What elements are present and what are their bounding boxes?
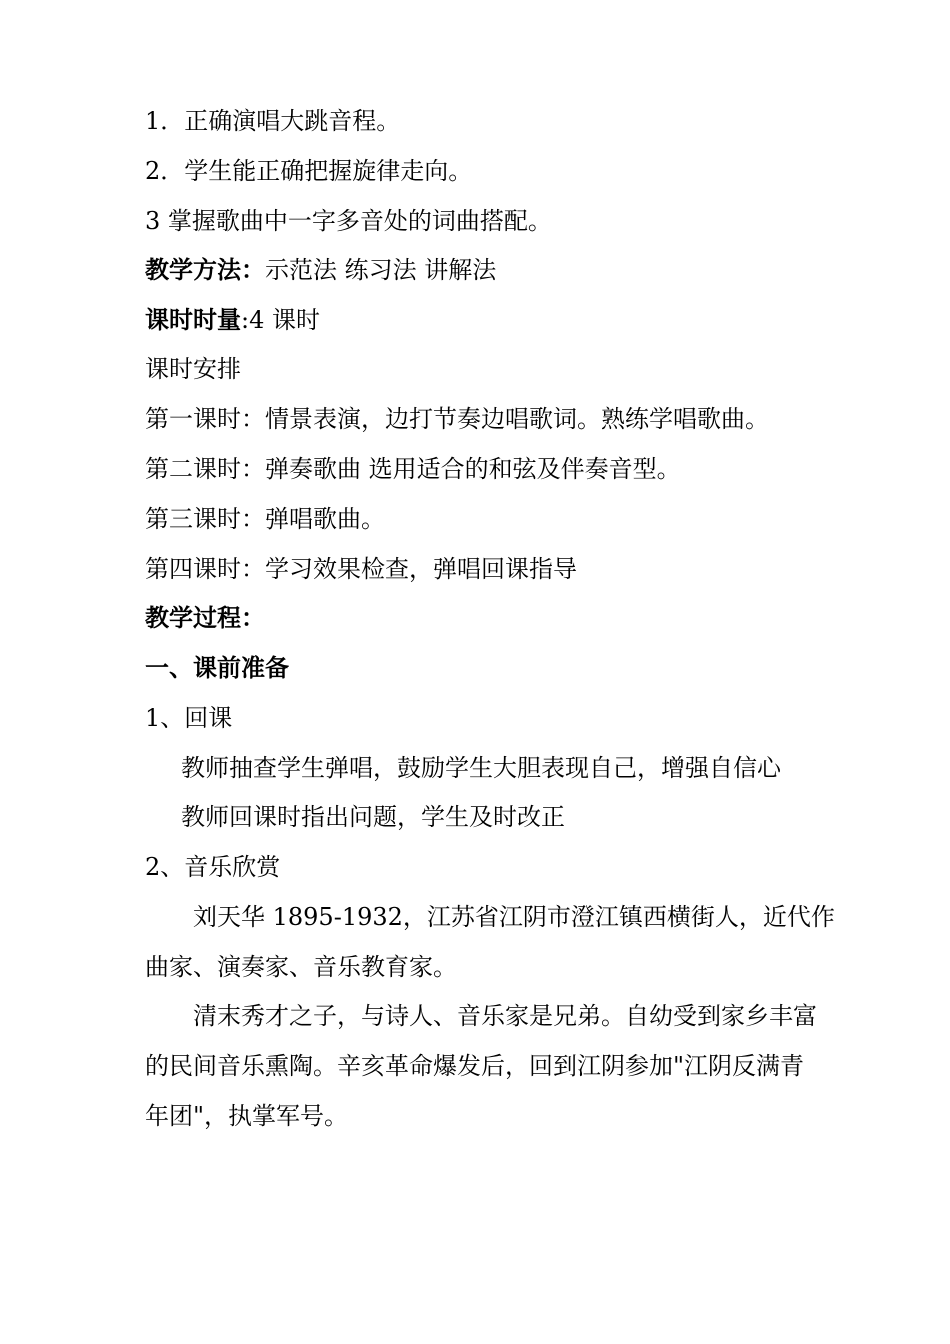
bio-paragraph-2-line-1: 清末秀才之子，与诗人、音乐家是兄弟。自幼受到家乡丰富: [193, 1002, 817, 1030]
objective-1: 1．正确演唱大跳音程。: [145, 107, 401, 135]
objective-3: 3 掌握歌曲中一字多音处的词曲搭配。: [145, 207, 552, 235]
section-heading-1: 一、课前准备: [145, 654, 289, 682]
subsection-review-title: 1、回课: [145, 704, 233, 732]
bio-paragraph-1-line-1: 刘天华 1895-1932，江苏省江阴市澄江镇西横街人，近代作: [193, 903, 835, 931]
schedule-title: 课时安排: [145, 355, 241, 383]
bio-paragraph-2-line-3: 年团"，执掌军号。: [145, 1102, 349, 1130]
teaching-method-label: 教学方法：: [145, 256, 265, 284]
subsection-appreciation-title: 2、音乐欣赏: [145, 853, 281, 881]
objective-2: 2．学生能正确把握旋律走向。: [145, 157, 473, 185]
schedule-item-1: 第一课时：情景表演，边打节奏边唱歌词。熟练学唱歌曲。: [145, 405, 769, 433]
class-hours-label: 课时时量: [145, 306, 241, 334]
schedule-item-2: 第二课时：弹奏歌曲 选用适合的和弦及伴奏音型。: [145, 455, 681, 483]
review-line-2: 教师回课时指出问题，学生及时改正: [181, 803, 565, 831]
process-heading: 教学过程：: [145, 604, 265, 632]
class-hours: [145, 305, 825, 335]
bio-paragraph-1-line-2: 曲家、演奏家、音乐教育家。: [145, 953, 457, 981]
schedule-item-4: 第四课时：学习效果检查，弹唱回课指导: [145, 555, 577, 583]
bio-paragraph-2-line-2: 的民间音乐熏陶。辛亥革命爆发后，回到江阴参加"江阴反满青: [145, 1052, 805, 1080]
schedule-item-3: 第三课时：弹唱歌曲。: [145, 505, 385, 533]
teaching-method-value: 示范法 练习法 讲解法: [265, 256, 497, 284]
class-hours-value: :4 课时: [241, 306, 320, 334]
review-line-1: 教师抽查学生弹唱，鼓励学生大胆表现自己，增强自信心: [181, 754, 781, 782]
teaching-method: [145, 255, 825, 285]
